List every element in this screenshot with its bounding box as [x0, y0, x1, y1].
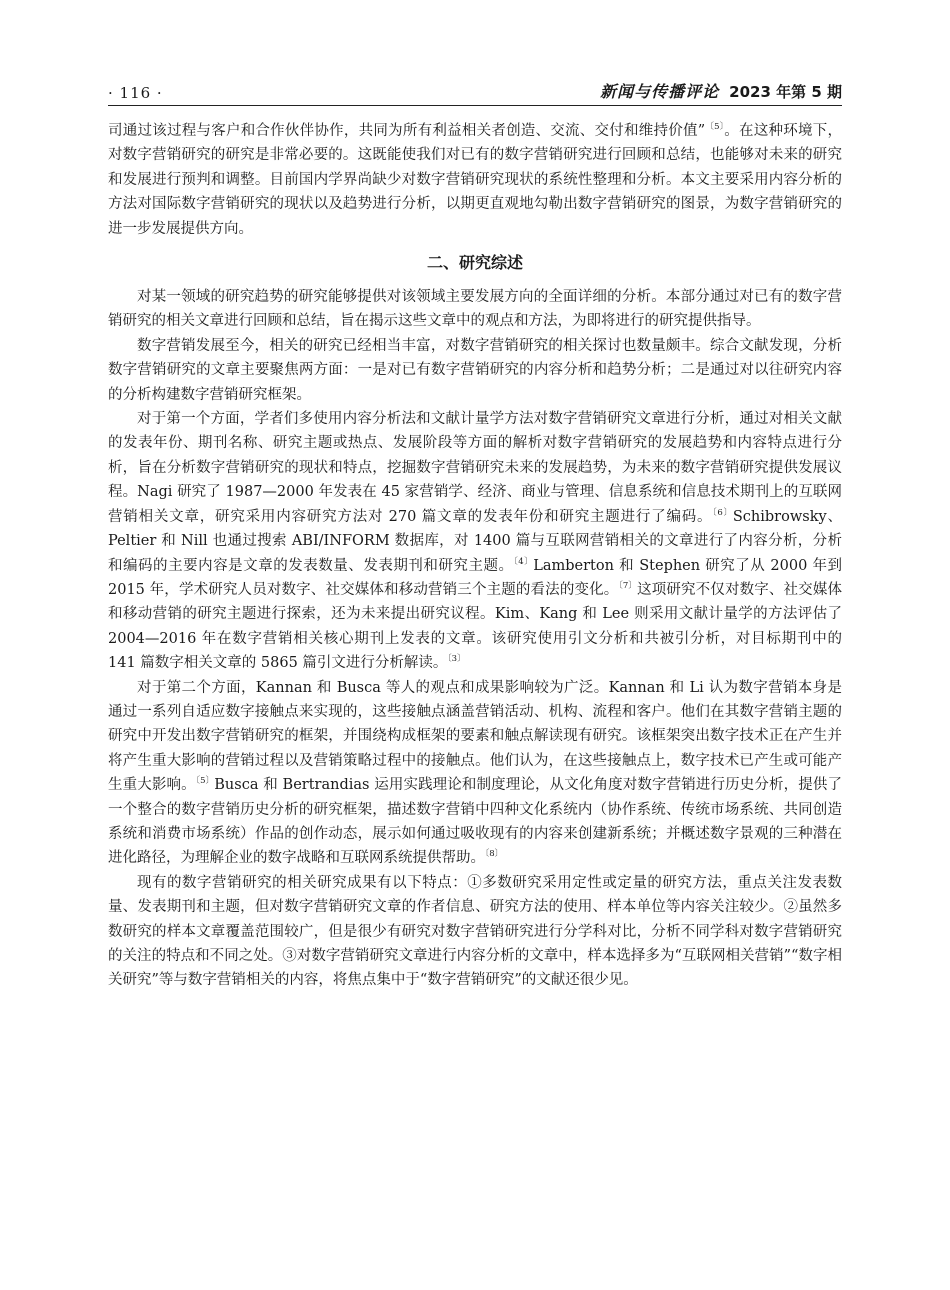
paragraph-text: 对某一领域的研究趋势的研究能够提供对该领域主要发展方向的全面详细的分析。本部分通过对已有的数字营销研究的相关文章进行回顾和总结，旨在揭示这些文章中的观点和方法，为即将进行的研究提供指导。	[108, 289, 842, 330]
paragraph-text: 数字营销发展至今，相关的研究已经相当丰富，对数字营销研究的相关探讨也数量颇丰。综合文献发现，分析数字营销研究的文章主要聚焦两方面：一是对已有数字营销研究的内容分析和趋势分析；二是通过对以往研究内容的分析构建数字营销研究框架。	[108, 337, 842, 403]
paragraph-text: 这项研究不仅对数字、社交媒体和移动营销的研究主题进行探索，还为未来提出研究议程。Kim、Kang 和 Lee 则采用文献计量学的方法评估了 2004—2016 年在数字营销相关核心期刊上发表的文章。该研究使用引文分析和共被引分析，对目标期刊中的 141 篇数字相关文章的 5865 篇引文进行分析解读。	[108, 581, 842, 672]
paragraph	[108, 334, 842, 407]
paragraph-text: Busca 和 Bertrandias 运用实践理论和制度理论，从文化角度对数字营销进行历史分析，提供了一个整合的数字营销历史分析的研究框架，描述数字营销中四种文化系统内（协作系统、传统市场系统、共同创造系统和消费市场系统）作品的创作动态，展示如何通过吸收现有的内容来创建新系统；并概述数字景观的三种潜在进化路径，为理解企业的数字战略和互联网系统提供帮助。	[108, 777, 842, 867]
citation-ref: 〔5〕	[705, 122, 725, 132]
running-header	[108, 70, 842, 106]
paragraph	[108, 285, 842, 334]
paragraph-text: 。在这种环境下，对数字营销研究的研究是非常必要的。这既能使我们对已有的数字营销研究进行回顾和总结，也能够对未来的研究和发展进行预判和调整。目前国内学界尚缺少对数字营销研究现状的系统性整理和分析。本文主要采用内容分析的方法对国际数字营销研究的现状以及趋势进行分析，以期更直观地勾勒出数字营销研究的图景，为数字营销研究的进一步发展提供方向。	[108, 123, 842, 237]
citation-ref: 〔5〕	[195, 776, 215, 787]
citation-ref: 〔6〕	[712, 507, 733, 518]
citation-ref: 〔7〕	[618, 580, 638, 591]
paragraph-text: 现有的数字营销研究的相关研究成果有以下特点：①多数研究采用定性或定量的研究方法，重点关注发表数量、发表期刊和主题，但对数字营销研究文章的作者信息、研究方法的使用、样本单位等内容关注较少。②虽然多数研究的样本文章覆盖范围较广，但是很少有研究对数字营销研究进行分学科对比，分析不同学科对数字营销研究的关注的特点和不同之处。③对数字营销研究文章进行内容分析的文章中，样本选择多为“互联网相关营销”“数字相关研究”等与数字营销相关的内容，将焦点集中于“数字营销研究”的文献还很少见。	[108, 874, 842, 989]
paragraph-text: Schibrowsky、Peltier 和 Nill 也通过搜索 ABI/INFORM 数据库，对 1400 篇与互联网营销相关的文章进行了内容分析，分析和编码的主要内容是文章的发表数量、发表期刊和研究主题。	[108, 508, 842, 574]
paragraph	[108, 676, 842, 871]
paragraph-text: 对于第二个方面，Kannan 和 Busca 等人的观点和成果影响较为广泛。Kannan 和 Li 认为数字营销本身是通过一系列自适应数字接触点来实现的，这些接触点涵盖营销活动、机构、流程和客户。他们在其数字营销主题的研究中开发出数字营销研究的框架，并围绕构成框架的要素和触点解读现有研究。该框架突出数字技术正在产生并将产生重大影响的营销过程以及营销策略过程中的接触点。他们认为，在这些接触点上，数字技术已产生或可能产生重大影响。	[108, 679, 842, 794]
page-number: · 116 ·	[108, 84, 163, 102]
issue-number: 2023 年第 5 期	[729, 83, 842, 101]
paragraph	[108, 871, 842, 993]
citation-ref: 〔8〕	[485, 849, 504, 860]
citation-ref: 〔3〕	[447, 654, 466, 665]
body-text	[108, 119, 842, 993]
section-heading: 二、研究综述	[426, 253, 523, 273]
journal-page	[108, 70, 842, 993]
paragraph-continued	[108, 119, 842, 241]
paragraph-text: Lamberton 和 Stephen 研究了从 2000 年到 2015 年，学术研究人员对数字、社交媒体和移动营销三个主题的看法的变化。	[108, 557, 842, 598]
paragraph-text: 司通过该过程与客户和合作伙伴协作，共同为所有利益相关者创造、交流、交付和维持价值”	[108, 123, 706, 139]
citation-ref: 〔4〕	[513, 556, 534, 567]
journal-info	[600, 79, 842, 102]
journal-name: 新闻与传播评论	[600, 82, 720, 101]
paragraph	[108, 407, 842, 675]
paragraph-text: 对于第一个方面，学者们多使用内容分析法和文献计量学方法对数字营销研究文章进行分析，通过对相关文献的发表年份、期刊名称、研究主题或热点、发展阶段等方面的解析对数字营销研究的发展趋势和内容特点进行分析，旨在分析数字营销研究的现状和特点，挖掘数字营销研究未来的发展趋势，为未来的数字营销研究提供发展议程。Nagi 研究了 1987—2000 年发表在 45 家营销学、经济、商业与管理、信息系统和信息技术期刊上的互联网营销相关文章，研究采用内容研究方法对 270 篇文章的发表年份和研究主题进行了编码。	[108, 411, 842, 525]
